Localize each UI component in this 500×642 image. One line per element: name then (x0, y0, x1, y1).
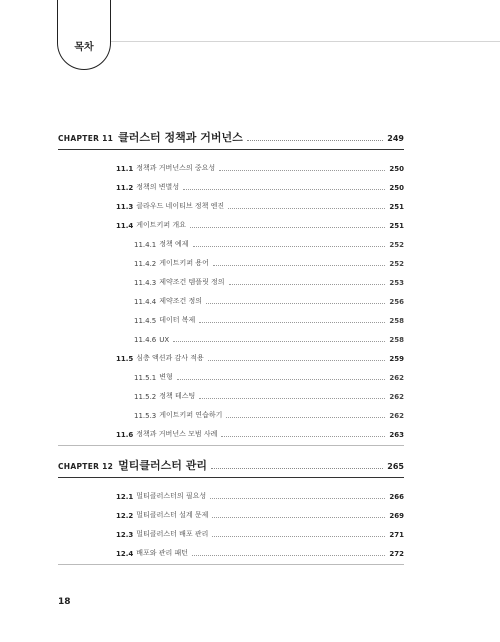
leader-dots (192, 555, 385, 556)
entry-page: 259 (389, 355, 404, 363)
toc-entry[interactable] (116, 363, 404, 382)
entry-number: 11.5.1 (134, 374, 157, 382)
leader-dots (229, 284, 386, 285)
toc-entry[interactable] (116, 306, 404, 325)
leader-dots (173, 341, 385, 342)
entry-page: 258 (389, 336, 404, 344)
chapter-heading[interactable] (58, 126, 404, 146)
entry-page: 271 (389, 531, 404, 539)
entry-page: 262 (389, 393, 404, 401)
toc-entry[interactable] (116, 539, 404, 558)
leader-dots (177, 379, 386, 380)
entry-number: 12.4 (116, 550, 134, 558)
toc-header-label: 목차 (74, 42, 94, 53)
entry-title: 멀티클러스터의 필요성 (136, 492, 207, 500)
entry-number: 11.3 (116, 203, 134, 211)
entry-page: 272 (389, 550, 404, 558)
leader-dots (213, 265, 386, 266)
entry-title: 제약조건 정의 (159, 297, 203, 305)
chapter-heading[interactable] (58, 454, 404, 474)
chapter-title: 멀티클러스터 관리 (118, 459, 207, 472)
leader-dots (193, 246, 386, 247)
entry-number: 11.2 (116, 184, 134, 192)
entry-title: UX (159, 336, 170, 344)
toc-entry[interactable] (116, 344, 404, 363)
chapter-11-section (58, 126, 404, 446)
toc-entry[interactable] (116, 230, 404, 249)
entry-page: 252 (389, 241, 404, 249)
entry-title: 게이트키퍼 용어 (159, 259, 209, 267)
entry-page: 269 (389, 512, 404, 520)
chapter-12-section (58, 454, 404, 565)
toc-header-tab (57, 0, 111, 70)
leader-dots (199, 322, 385, 323)
entry-title: 멀티클러스터 배포 관리 (136, 530, 209, 538)
chapter-rule (58, 477, 404, 478)
entry-page: 256 (389, 298, 404, 306)
entry-title: 심층 액션과 감사 적용 (136, 354, 204, 362)
entry-number: 11.5 (116, 355, 134, 363)
entry-title: 데이터 복제 (159, 316, 196, 324)
entry-number: 11.4.5 (134, 317, 157, 325)
leader-dots (199, 398, 385, 399)
entry-page: 253 (389, 279, 404, 287)
entry-number: 11.1 (116, 165, 134, 173)
section-end-rule (58, 445, 404, 446)
leader-dots (221, 436, 385, 437)
leader-dots (211, 468, 383, 469)
chapter-title: 클러스터 정책과 거버넌스 (118, 131, 243, 144)
chapter-rule (58, 149, 404, 150)
entry-page: 258 (389, 317, 404, 325)
leader-dots (219, 170, 385, 171)
entry-page: 250 (389, 165, 404, 173)
leader-dots (247, 140, 384, 141)
entry-page: 251 (389, 222, 404, 230)
toc-entry[interactable] (116, 249, 404, 268)
toc-entry[interactable] (116, 420, 404, 439)
toc-entry[interactable] (116, 211, 404, 230)
entry-number: 11.6 (116, 431, 134, 439)
chapter-number: CHAPTER 11 (58, 134, 114, 143)
entry-number: 12.3 (116, 531, 134, 539)
toc-entry[interactable] (116, 154, 404, 173)
leader-dots (210, 498, 385, 499)
leader-dots (228, 208, 385, 209)
toc-entry[interactable] (116, 520, 404, 539)
entry-page: 250 (389, 184, 404, 192)
entry-number: 11.4.3 (134, 279, 157, 287)
entry-page: 251 (389, 203, 404, 211)
entry-number: 11.5.3 (134, 412, 157, 420)
entry-title: 변형 (159, 373, 173, 381)
chapter-page: 265 (387, 462, 404, 471)
leader-dots (212, 517, 385, 518)
entry-title: 정책과 거버넌스 모범 사례 (136, 430, 218, 438)
entry-number: 11.4.2 (134, 260, 157, 268)
toc-entry[interactable] (116, 382, 404, 401)
entry-number: 11.4.4 (134, 298, 157, 306)
entry-title: 제약조건 템플릿 정의 (159, 278, 225, 286)
toc-entry[interactable] (116, 287, 404, 306)
header-rule (111, 41, 500, 42)
entry-title: 정책 테스팅 (159, 392, 196, 400)
toc-entry[interactable] (116, 173, 404, 192)
leader-dots (226, 417, 385, 418)
leader-dots (206, 303, 385, 304)
entry-page: 266 (389, 493, 404, 501)
entry-title: 정책의 변별성 (136, 183, 180, 191)
entry-title: 배포와 관리 패턴 (136, 549, 189, 557)
entry-number: 12.1 (116, 493, 134, 501)
toc-entry[interactable] (116, 401, 404, 420)
toc-entry[interactable] (116, 192, 404, 211)
entry-title: 정책과 거버넌스의 중요성 (136, 164, 216, 172)
leader-dots (183, 189, 385, 190)
toc-entry[interactable] (116, 325, 404, 344)
section-end-rule (58, 564, 404, 565)
entry-title: 게이트키퍼 연습하기 (159, 411, 223, 419)
entry-page: 262 (389, 412, 404, 420)
entry-page: 263 (389, 431, 404, 439)
leader-dots (190, 227, 386, 228)
toc-entry[interactable] (116, 268, 404, 287)
entry-number: 12.2 (116, 512, 134, 520)
leader-dots (208, 360, 386, 361)
entry-number: 11.4.6 (134, 336, 157, 344)
entry-title: 멀티클러스터 설계 문제 (136, 511, 209, 519)
toc-entry[interactable] (116, 482, 404, 501)
entry-page: 262 (389, 374, 404, 382)
entry-number: 11.4 (116, 222, 134, 230)
chapter-page: 249 (387, 134, 404, 143)
entry-number: 11.5.2 (134, 393, 157, 401)
entry-title: 클라우드 네이티브 정책 엔진 (136, 202, 225, 210)
entry-list (58, 154, 404, 439)
chapter-number: CHAPTER 12 (58, 462, 114, 471)
entry-list (58, 482, 404, 558)
toc-entry[interactable] (116, 501, 404, 520)
leader-dots (212, 536, 385, 537)
page-number: 18 (58, 597, 71, 607)
entry-number: 11.4.1 (134, 241, 157, 249)
entry-title: 게이트키퍼 개요 (136, 221, 186, 229)
entry-page: 252 (389, 260, 404, 268)
entry-title: 정책 예제 (159, 240, 189, 248)
